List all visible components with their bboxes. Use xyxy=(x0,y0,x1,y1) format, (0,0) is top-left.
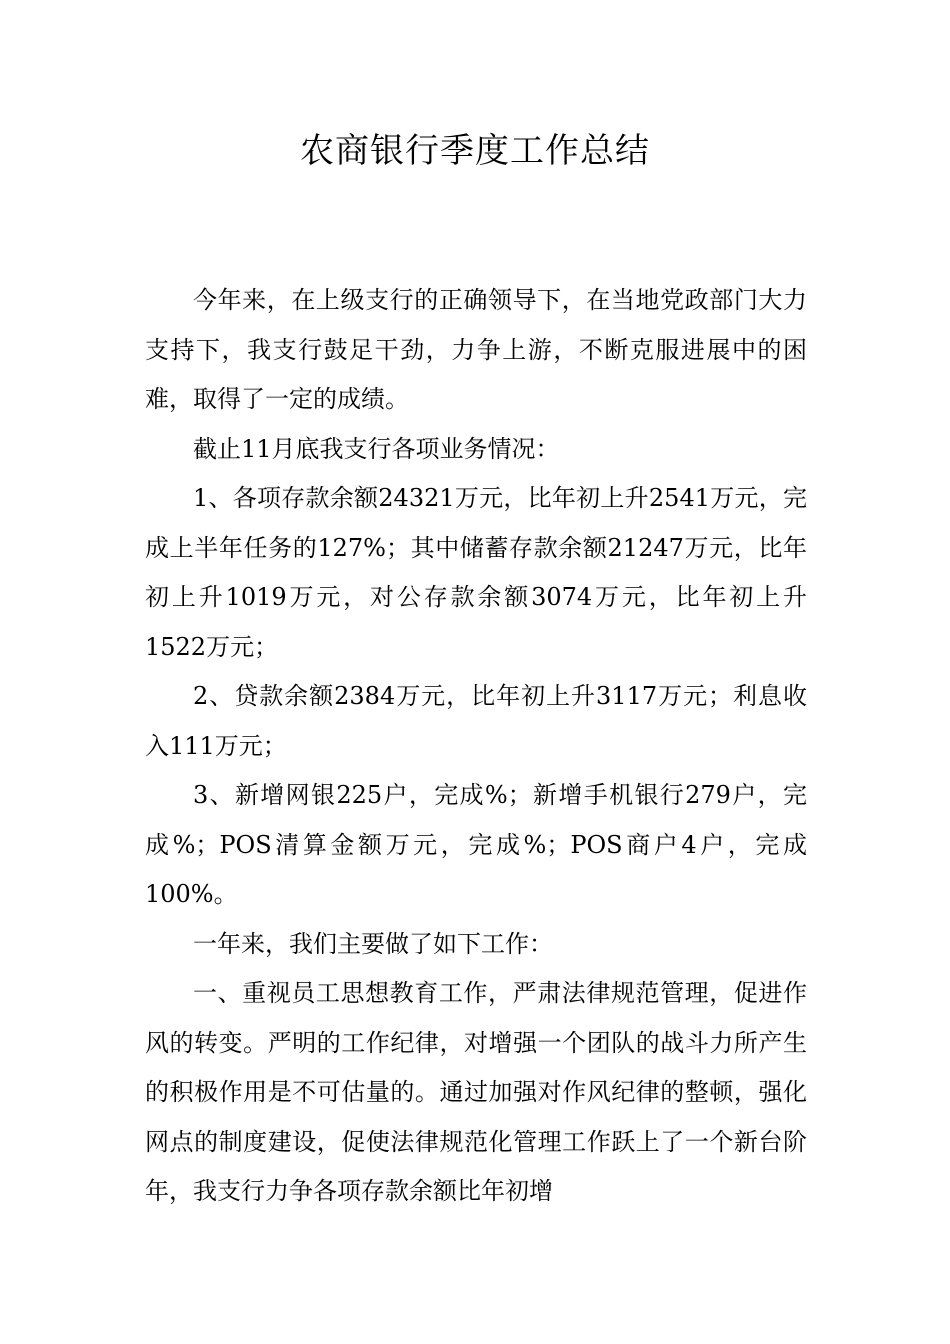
paragraph-deposits: 1、各项存款余额24321万元，比年初上升2541万元，完成上半年任务的127%；其中储蓄存款余额21247万元，比年初上升1019万元，对公存款余额3074万元，比年初上升1522万元； xyxy=(145,484,807,661)
document-title: 农商银行季度工作总结 xyxy=(300,131,650,171)
paragraph-loans: 2、贷款余额2384万元，比年初上升3117万元；利息收入111万元； xyxy=(145,682,807,760)
document-body xyxy=(145,276,807,1217)
paragraph-section-one: 一、重视员工思想教育工作，严肃法律规范管理，促进作风的转变。严明的工作纪律，对增强一个团队的战斗力所产生的积极作用是不可估量的。通过加强对作风纪律的整顿，强化网点的制度建设，促使法律规范化管理工作跃上了一个新台阶年，我支行力争各项存款余额比年初增 xyxy=(145,979,807,1205)
paragraph-work-heading: 一年来，我们主要做了如下工作： xyxy=(193,929,553,958)
paragraph-intro: 今年来，在上级支行的正确领导下，在当地党政部门大力支持下，我支行鼓足干劲，力争上游，不断克服进展中的困难，取得了一定的成绩。 xyxy=(145,286,807,413)
paragraph-status-heading: 截止11月底我支行各项业务情况： xyxy=(193,434,560,463)
paragraph-e-banking: 3、新增网银225户，完成%；新增手机银行279户，完成%；POS清算金额万元，完成%；POS商户4户，完成100%。 xyxy=(145,781,807,908)
